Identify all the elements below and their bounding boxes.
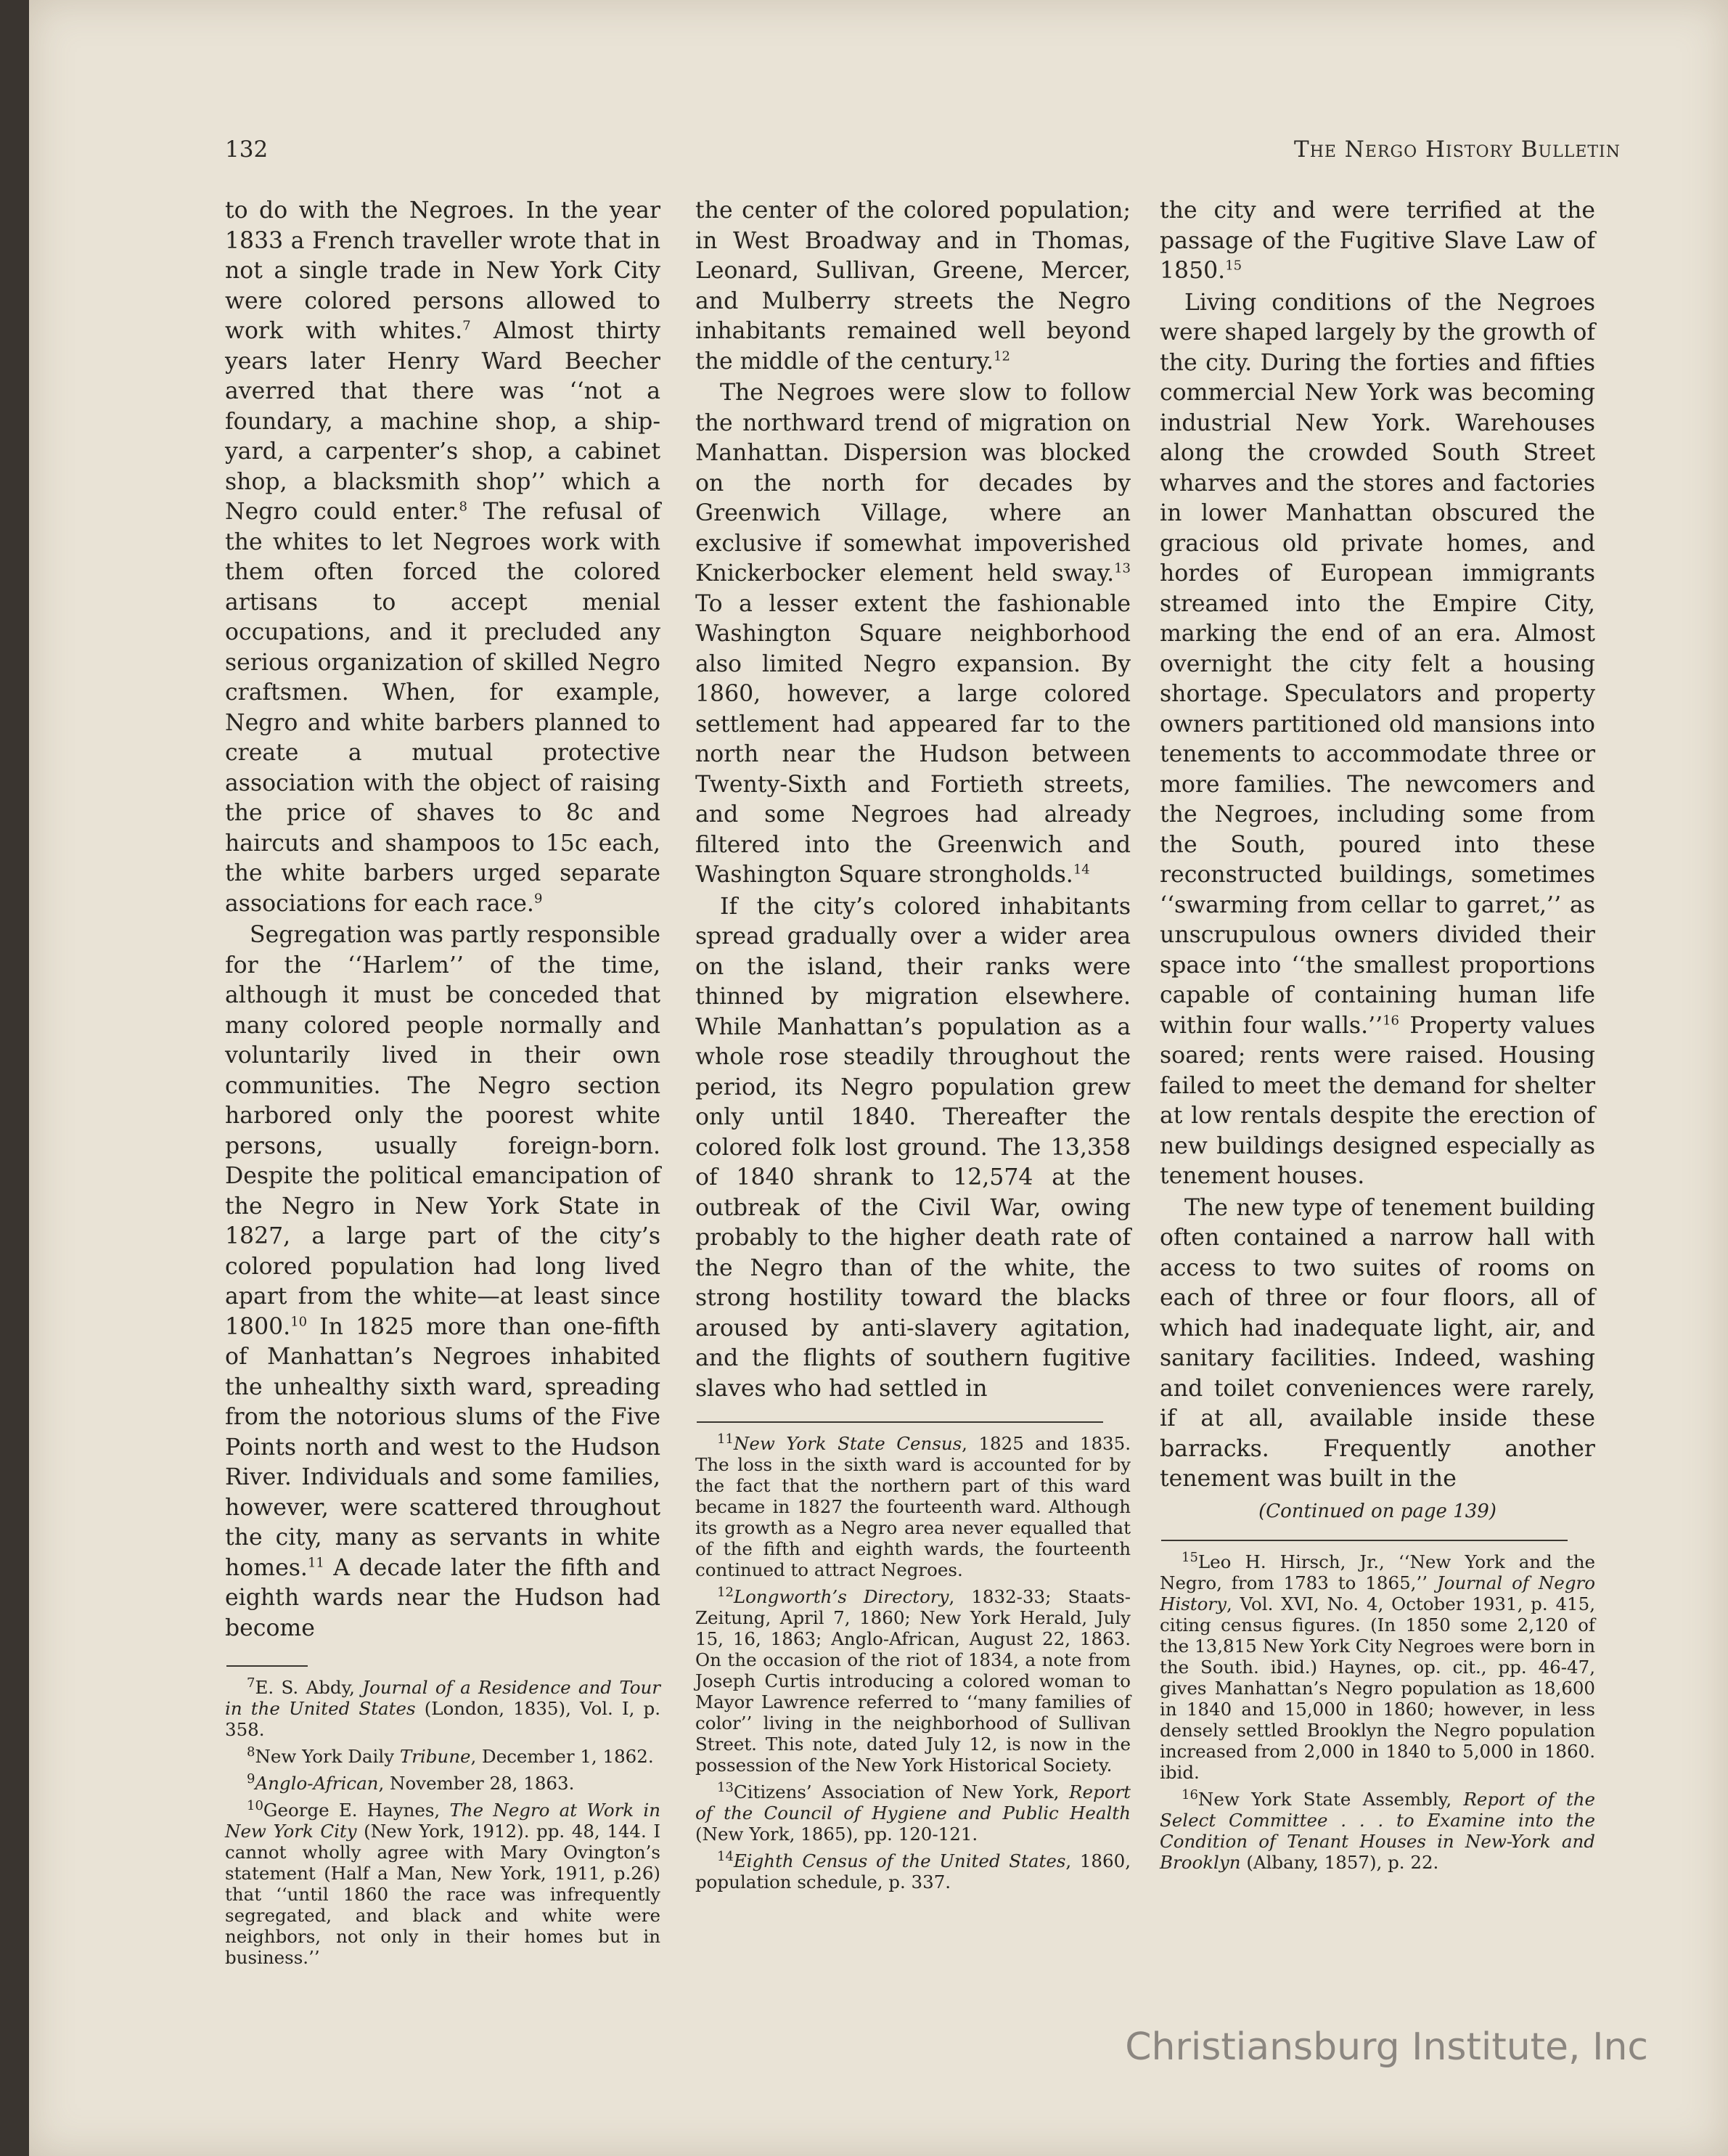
footnotes: [695, 1433, 1131, 1892]
paragraph: The new type of tenement building often contained a narrow hall with access to two suites of rooms on each of three or four floors, all of which had inadequate light, air, and sanitary facilities. Indeed, washing and toilet conveniences were rarely, if at all, available inside these barracks. Frequently another tenement was built in the: [1160, 1194, 1595, 1492]
footnote-number: 10: [247, 1797, 263, 1813]
footnote-number: 15: [1182, 1549, 1198, 1565]
footnote: $^9$Anglo-African, November 28, 1863.: [247, 1771, 575, 1794]
document-page: [29, 0, 1728, 2156]
footnote: $^7$E. S. Abdy, Journal of a Residence and Tour in the United States (London, 1835), Vol. I, p. 358.: [225, 1675, 661, 1740]
footnote-number: 8: [247, 1744, 255, 1760]
footnote-rule: [697, 1421, 1103, 1423]
footnote: $^8$New York Daily Tribune, December 1, 1862.: [247, 1744, 654, 1767]
footnote: $^{11}$New York State Census, 1825 and 1835. The loss in the sixth ward is accounted for by the fact that the northern part of this ward became in 1827 the fourteenth ward. Although its growth as a Negro area never equalled that of the fifth and eighth wards, the fourteenth continued to attract Negroes.: [695, 1431, 1131, 1580]
page-number: 132: [225, 136, 269, 163]
column-2: [695, 196, 1131, 1898]
footnote-number: 9: [247, 1771, 255, 1787]
footnote: $^{10}$George E. Haynes, The Negro at Work in New York City (New York, 1912). pp. 48, 144. I cannot wholly agree with Mary Ovington’s statement (Half a Man, New York, 1911, p.26) that ‘‘until 1860 the race was infrequently segregated, and black and white were neighbors, not only in their homes but in business.’’: [225, 1797, 661, 1968]
paragraph: the city and were terrified at the passage of the Fugitive Slave Law of 1850.15: [1160, 197, 1595, 284]
column-1: [225, 196, 660, 1974]
footnotes: [1160, 1551, 1595, 1873]
footnotes: [225, 1677, 660, 1968]
footnote-number: 12: [717, 1584, 734, 1600]
continued-note: (Continued on page 139): [1258, 1500, 1496, 1522]
footnote-number: 16: [1182, 1787, 1198, 1802]
footnote: $^{16}$New York State Assembly, Report of the Select Committee . . . to Examine into the Condition of Tenant Houses in New-York and Brooklyn (Albany, 1857), p. 22.: [1160, 1787, 1595, 1873]
footnote-number: 11: [717, 1431, 734, 1447]
paragraph: Living conditions of the Negroes were shaped largely by the growth of the city. During the forties and fifties commercial New York was becoming industrial New York. Warehouses along the crowded South Street wharves and the stores and factories in lower Manhattan obscured the gracious old private homes, and hordes of European immigrants streamed into the Empire City, marking the end of an era. Almost overnight the city felt a housing shortage. Speculators and property owners partitioned old mansions into tenements to accommodate three or more families. The newcomers and the Negroes, including some from the South, poured into these reconstructed buildings, sometimes ‘‘swarming from cellar to garret,’’ as unscrupulous owners divided their space into ‘‘the smallest proportions capable of containing human life within four walls.’’$^{16}$ Property values soared; rents were raised. Housing failed to meet the demand for shelter at low rentals despite the erection of new buildings designed especially as tenement houses.: [1160, 289, 1595, 1189]
paragraph: If the city’s colored inhabitants spread gradually over a wider area on the island, their ranks were thinned by migration elsewhere. While Manhattan’s population as a whole rose steadily throughout the period, its Negro population grew only until 1840. Thereafter the colored folk lost ground. The 13,358 of 1840 shrank to 12,574 at the outbreak of the Civil War, owing probably to the higher death rate of the Negro than of the white, the strong hostility toward the blacks aroused by anti-slavery agitation, and the flights of southern fugitive slaves who had settled in: [695, 893, 1131, 1402]
footnote-number: 14: [717, 1848, 734, 1864]
footnote-number: 13: [717, 1779, 734, 1795]
running-head: The Nergo History Bulletin: [1294, 136, 1621, 163]
column-3: [1160, 196, 1595, 1879]
footnote: $^{14}$Eighth Census of the United States, 1860, population schedule, p. 337.: [695, 1848, 1131, 1892]
footnote: $^{12}$Longworth’s Directory, 1832-33; Staats-Zeitung, April 7, 1860; New York Herald, July 15, 16, 1863; Anglo-African, August 22, 1863. On the occasion of the riot of 1834, a note from Joseph Curtis introducing a colored woman to Mayor Lawrence referred to ‘‘many families of color’’ living in the neighborhood of Sullivan Street. This note, dated July 12, is now in the possession of the New York Historical Society.: [695, 1584, 1131, 1776]
footnote: $^{15}$Leo H. Hirsch, Jr., ‘‘New York and the Negro, from 1783 to 1865,’’ Journal of Negro History, Vol. XVI, No. 4, October 1931, p. 415, citing census figures. (In 1850 some 2,120 of the 13,815 New York City Negroes were born in the South. ibid.) Haynes, op. cit., pp. 46-47, gives Manhattan’s Negro population as 18,600 in 1840 and 15,000 in 1860; however, in less densely settled Brooklyn the Negro population increased from 2,000 in 1840 to 5,000 in 1860. ibid.: [1160, 1549, 1595, 1783]
footnote-number: 7: [247, 1675, 255, 1691]
footnote: $^{13}$Citizens’ Association of New York, Report of the Council of Hygiene and Public Health (New York, 1865), pp. 120-121.: [695, 1779, 1131, 1845]
watermark: Christiansburg Institute, Inc: [1125, 2025, 1648, 2069]
paragraph: The Negroes were slow to follow the northward trend of migration on Manhattan. Dispersion was blocked on the north for decades by Greenwich Village, where an exclusive if somewhat impoverished Knickerbocker element held sway.$^{13}$ To a lesser extent the fashionable Washington Square neighborhood also limited Negro expansion. By 1860, however, a large colored settlement had appeared far to the north near the Hudson between Twenty-Sixth and Fortieth streets, and some Negroes had already filtered into the Greenwich and Washington Square strongholds.$^{14}$: [695, 380, 1131, 888]
footnote-rule: [226, 1665, 308, 1667]
paragraph: Segregation was partly responsible for the ‘‘Harlem’’ of the time, although it must be conceded that many colored people normally and voluntarily lived in their own communities. The Negro section harbored only the poorest white persons, usually foreign-born. Despite the political emancipation of the Negro in New York State in 1827, a large part of the city’s colored population had long lived apart from the white—at least since 1800.10 In 1825 more than one-fifth of Manhattan’s Negroes inhabited the unhealthy sixth ward, spreading from the notorious slums of the Five Points north and west to the Hudson River. Individuals and some families, however, were scattered throughout the city, many as servants in white homes.$^{11}$ A decade later the fifth and eighth wards near the Hudson had become: [225, 922, 660, 1641]
paragraph: to do with the Negroes. In the year 1833 a French traveller wrote that in not a single trade in New York City were colored persons allowed to work with whites.$^7$ Almost thirty years later Henry Ward Beecher averred that there was ‘‘not a foundary, a machine shop, a ship-yard, a carpenter’s shop, a cabinet shop, a blacksmith shop’’ which a Negro could enter.$^8$ The refusal of the whites to let Negroes work with them often forced the colored artisans to accept menial occupations, and it precluded any serious organization of skilled Negro craftsmen. When, for example, Negro and white barbers planned to create a mutual protective association with the object of raising the price of shaves to 8c and haircuts and shampoos to 15c each, the white barbers urged separate associations for each race.$^9$: [225, 197, 660, 917]
footnote-rule: [1161, 1540, 1568, 1541]
paragraph: the center of the colored population; in West Broadway and in Thomas, Leonard, Sullivan, Greene, Mercer, and Mulberry streets the Negro inhabitants remained well beyond the middle of the century.$^{12}$: [695, 197, 1131, 375]
